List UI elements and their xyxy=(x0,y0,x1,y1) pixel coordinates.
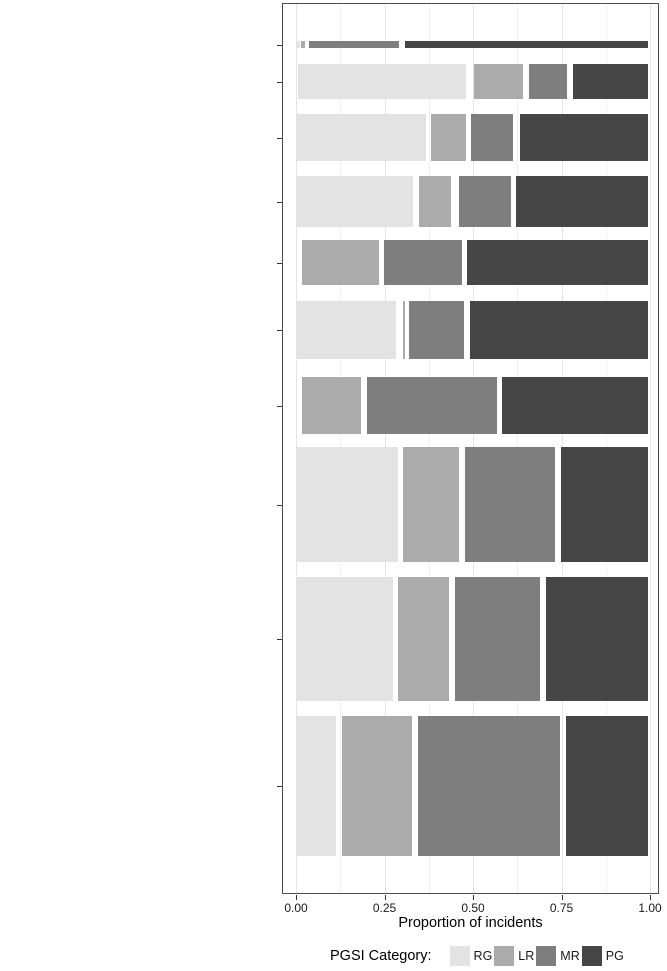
bar-segment-LR xyxy=(301,41,305,48)
bar-segment-RG xyxy=(296,176,413,227)
legend-swatch-MR xyxy=(536,946,556,966)
bar-segment-PG xyxy=(502,377,648,434)
bar-segment-RG xyxy=(296,447,398,562)
bar-segment-MR xyxy=(455,577,541,701)
bar-segment-PG xyxy=(470,301,648,359)
bar-segment-MR xyxy=(309,41,399,48)
bar-segment-RG xyxy=(296,577,393,701)
bar-segment-LR xyxy=(302,240,379,285)
bar-segment-MR xyxy=(367,377,497,434)
y-tick-mark xyxy=(277,639,282,640)
legend-swatch-RG xyxy=(450,946,470,966)
y-tick-mark xyxy=(277,138,282,139)
major-gridline xyxy=(650,4,651,893)
x-tick-mark xyxy=(650,895,651,900)
bar-segment-PG xyxy=(467,240,648,285)
bar-segment-LR xyxy=(398,577,449,701)
x-tick-label: 0.25 xyxy=(372,901,397,915)
bar-segment-PG xyxy=(566,716,648,856)
bar-segment-MR xyxy=(471,114,513,161)
bar-segment-LR xyxy=(403,301,406,359)
bar-segment-LR xyxy=(419,176,451,227)
y-tick-mark xyxy=(277,330,282,331)
y-tick-mark xyxy=(277,45,282,46)
bar-segment-RG xyxy=(296,41,300,48)
bar-segment-PG xyxy=(573,64,648,99)
bar-segment-LR xyxy=(431,114,466,161)
legend-label: PG xyxy=(605,949,624,963)
legend-entry-RG xyxy=(450,946,493,966)
legend-swatch-PG xyxy=(582,946,602,966)
x-tick-label: 0.75 xyxy=(549,901,574,915)
x-axis-title: Proportion of incidents xyxy=(398,915,543,931)
bar-segment-LR xyxy=(474,64,522,99)
legend-label: LR xyxy=(518,949,535,963)
y-tick-mark xyxy=(277,406,282,407)
bar-segment-MR xyxy=(465,447,555,562)
bar-segment-LR xyxy=(403,447,459,562)
x-tick-label: 1.00 xyxy=(638,901,662,915)
y-tick-mark xyxy=(277,786,282,787)
x-tick-mark xyxy=(473,895,474,900)
y-tick-mark xyxy=(277,82,282,83)
legend-label: MR xyxy=(560,949,580,963)
y-tick-mark xyxy=(277,202,282,203)
legend-title: PGSI Category: xyxy=(330,948,432,964)
bar-segment-LR xyxy=(342,716,412,856)
x-tick-label: 0.50 xyxy=(461,901,485,915)
x-tick-mark xyxy=(296,895,297,900)
bar-segment-MR xyxy=(418,716,560,856)
legend-label: RG xyxy=(473,949,493,963)
legend xyxy=(330,944,626,968)
bar-segment-PG xyxy=(516,176,648,227)
bar-segment-PG xyxy=(561,447,648,562)
y-tick-mark xyxy=(277,505,282,506)
x-tick-mark xyxy=(562,895,563,900)
x-tick-label: 0.00 xyxy=(284,901,308,915)
bar-segment-MR xyxy=(529,64,567,99)
bar-segment-MR xyxy=(409,301,464,359)
legend-swatch-LR xyxy=(494,946,514,966)
bar-segment-PG xyxy=(405,41,649,48)
legend-entry-LR xyxy=(494,946,534,966)
legend-entry-PG xyxy=(582,946,624,966)
x-tick-mark xyxy=(385,895,386,900)
bar-segment-RG xyxy=(296,301,396,359)
y-tick-mark xyxy=(277,263,282,264)
bar-segment-MR xyxy=(384,240,462,285)
bar-segment-MR xyxy=(459,176,511,227)
bar-segment-RG xyxy=(296,716,336,856)
plot-panel xyxy=(282,3,659,894)
bar-segment-RG xyxy=(298,64,466,99)
legend-entry-MR xyxy=(536,946,579,966)
bar-segment-LR xyxy=(302,377,361,434)
bar-segment-PG xyxy=(520,114,648,161)
bar-segment-PG xyxy=(546,577,648,701)
bar-segment-RG xyxy=(296,114,426,161)
